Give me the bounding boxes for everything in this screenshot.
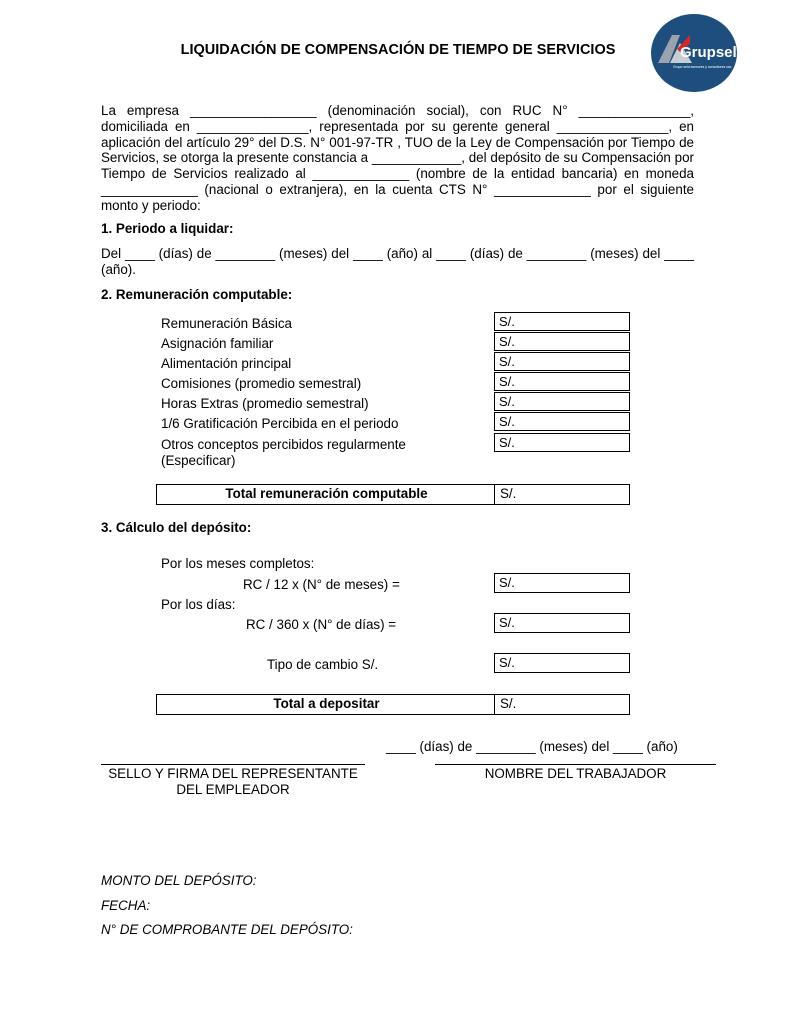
- row-label-other: Otros conceptos percibidos regularmente: [161, 437, 406, 452]
- grupseld-logo: [650, 13, 746, 93]
- exchange-label: Tipo de cambio S/.: [267, 657, 379, 672]
- exchange-value-field[interactable]: S/.: [494, 653, 630, 673]
- row-label-commissions: Comisiones (promedio semestral): [161, 376, 362, 391]
- worker-signature-line: [435, 764, 716, 765]
- section3-heading: 3. Cálculo del depósito:: [101, 520, 252, 535]
- value-field-basic[interactable]: S/.: [494, 312, 630, 331]
- total-deposit-value[interactable]: S/.: [500, 696, 517, 711]
- svg-text:Grupseld: Grupseld: [680, 44, 746, 61]
- row-label-specify: (Especificar): [161, 453, 236, 468]
- months-intro: Por los meses completos:: [161, 556, 315, 571]
- value-field-overtime[interactable]: S/.: [494, 392, 630, 411]
- document-title: LIQUIDACIÓN DE COMPENSACIÓN DE TIEMPO DE SERVICIOS: [180, 42, 616, 58]
- employer-signature-label: SELLO Y FIRMA DEL REPRESENTANTE DEL EMPLEADOR: [108, 766, 358, 797]
- svg-text:Grupo seld asesores y consulto: Grupo seld asesores y consultores sac: [673, 65, 732, 69]
- days-value-field[interactable]: S/.: [494, 613, 630, 633]
- deposit-date-label: FECHA:: [101, 898, 151, 913]
- total-computable-row: [156, 484, 630, 505]
- value-field-bonus[interactable]: S/.: [494, 412, 630, 431]
- row-label-basic: Remuneración Básica: [161, 316, 292, 331]
- section2-heading: 2. Remuneración computable:: [101, 287, 293, 302]
- column-divider: [494, 695, 495, 714]
- days-intro: Por los días:: [161, 597, 236, 612]
- row-label-food: Alimentación principal: [161, 356, 292, 371]
- section1-heading: 1. Periodo a liquidar:: [101, 221, 234, 236]
- value-field-food[interactable]: S/.: [494, 352, 630, 371]
- value-field-other[interactable]: S/.: [494, 433, 630, 452]
- value-field-commissions[interactable]: S/.: [494, 372, 630, 391]
- months-formula: RC / 12 x (N° de meses) =: [243, 577, 400, 592]
- total-computable-label: Total remuneración computable: [225, 486, 428, 501]
- row-label-overtime: Horas Extras (promedio semestral): [161, 396, 369, 411]
- deposit-amount-label: MONTO DEL DEPÓSITO:: [101, 873, 257, 888]
- total-deposit-row: [156, 694, 630, 715]
- intro-paragraph: La empresa _________________ (denominación social), con RUC N° _______________, domiciliada en _______________, representada por su gerente general _______________, en aplicación del artículo 29° del D.S. N° 001-97-TR , TUO de la Ley de Compensación por Tiempo de Servicios, se otorga la presente constancia a ____________, del depósito de su Compensación por Tiempo de Servicios realizado al _____________ (nombre de la entidad bancaria) en moneda _____________ (nacional o extranjera), en la cuenta CTS N° _____________ por el siguiente monto y periodo:: [101, 103, 694, 213]
- worker-name-label: NOMBRE DEL TRABAJADOR: [484, 766, 667, 781]
- months-value-field[interactable]: S/.: [494, 573, 630, 593]
- signature-date-line: ____ (días) de ________ (meses) del ____ (año): [386, 739, 678, 754]
- row-label-family: Asignación familiar: [161, 336, 274, 351]
- period-text: Del ____ (días) de ________ (meses) del ____ (año) al ____ (días) de ________ (meses) del ____ (año).: [101, 246, 694, 277]
- total-computable-value[interactable]: S/.: [500, 486, 517, 501]
- employer-signature-line: [101, 764, 365, 765]
- value-field-family[interactable]: S/.: [494, 332, 630, 351]
- column-divider: [494, 485, 495, 504]
- deposit-receipt-label: N° DE COMPROBANTE DEL DEPÓSITO:: [101, 922, 353, 937]
- total-deposit-label: Total a depositar: [273, 696, 380, 711]
- row-label-bonus: 1/6 Gratificación Percibida en el periodo: [161, 416, 399, 431]
- days-formula: RC / 360 x (N° de días) =: [246, 617, 397, 632]
